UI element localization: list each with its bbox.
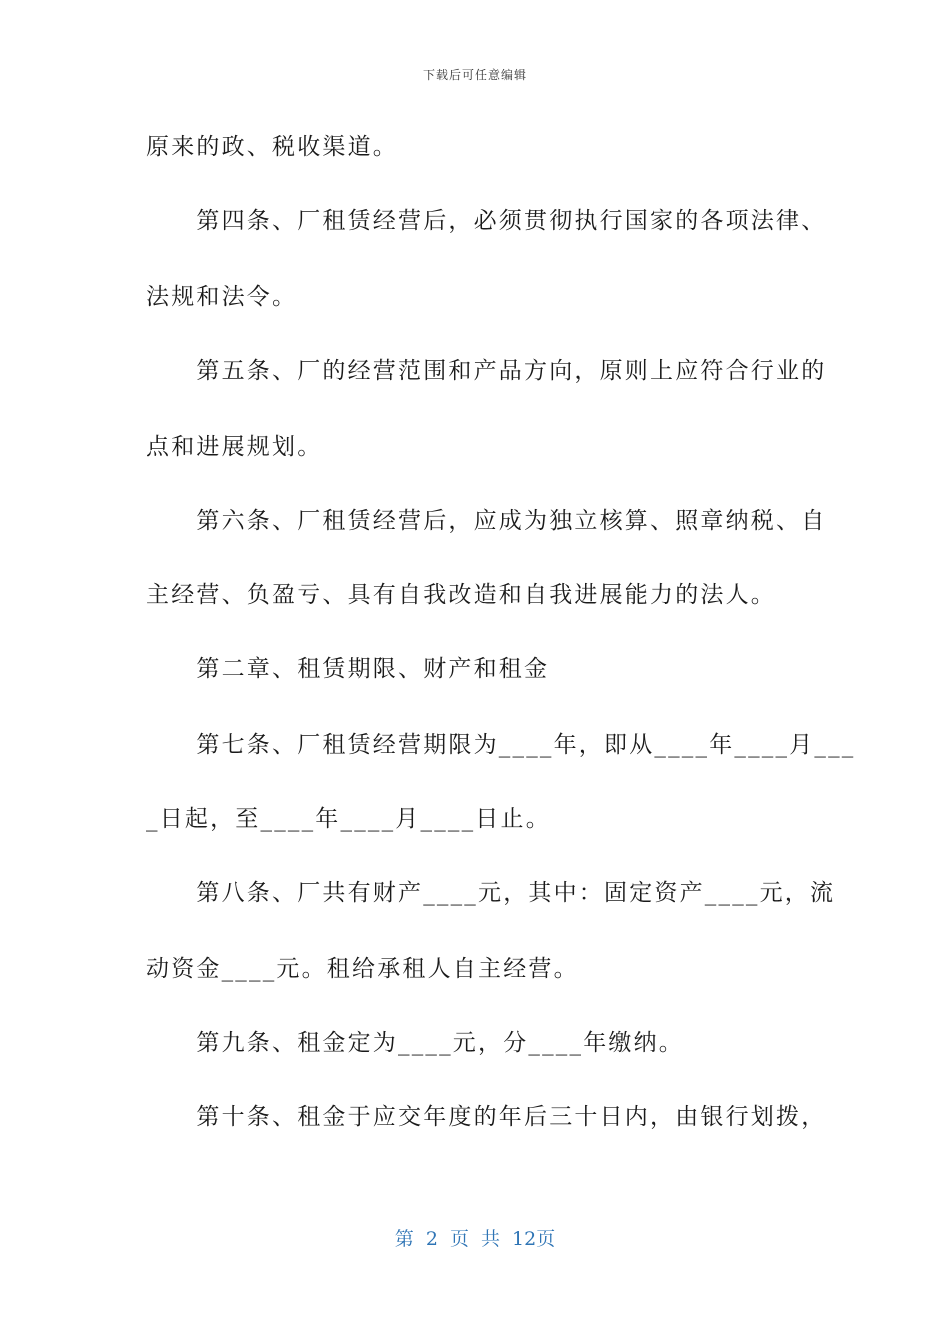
body-line: 第八条、厂共有财产____元，其中：固定资产____元，流 bbox=[146, 880, 836, 906]
body-line: 第十条、租金于应交年度的年后三十日内，由银行划拨， bbox=[146, 1104, 827, 1130]
chapter-heading: 第二章、租赁期限、财产和租金 bbox=[146, 656, 550, 682]
body-line: 第五条、厂的经营范围和产品方向，原则上应符合行业的 bbox=[146, 358, 827, 384]
page-number: 第 2 页 共 12页 bbox=[394, 1228, 556, 1250]
body-line: 第七条、厂租赁经营期限为____年，即从____年____月___ bbox=[146, 732, 856, 758]
body-line: _日起，至____年____月____日止。 bbox=[146, 806, 551, 832]
body-line: 第九条、租金定为____元，分____年缴纳。 bbox=[146, 1030, 684, 1056]
body-line: 第四条、厂租赁经营后，必须贯彻执行国家的各项法律、 bbox=[146, 208, 827, 234]
body-line: 动资金____元。租给承租人自主经营。 bbox=[146, 956, 579, 982]
page-header: 下载后可任意编辑 bbox=[422, 68, 527, 82]
body-line: 主经营、负盈亏、具有自我改造和自我进展能力的法人。 bbox=[146, 582, 776, 608]
body-line: 点和进展规划。 bbox=[146, 434, 323, 460]
body-line: 原来的政、税收渠道。 bbox=[146, 134, 398, 160]
body-line: 第六条、厂租赁经营后，应成为独立核算、照章纳税、自 bbox=[146, 508, 827, 534]
body-line: 法规和法令。 bbox=[146, 284, 298, 310]
